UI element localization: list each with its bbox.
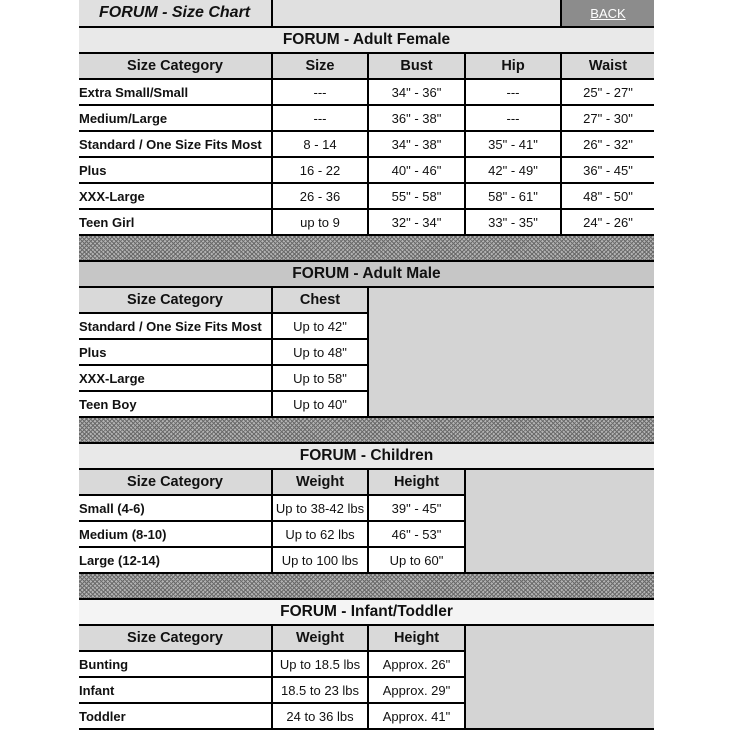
table-cell: 42" - 49" (466, 158, 562, 182)
children-section-title: FORUM - Children (79, 444, 654, 468)
children-column-headers (79, 470, 466, 496)
table-row (79, 548, 466, 574)
children-table-columns (79, 470, 466, 574)
empty-gray-area (466, 470, 654, 574)
female-section-header (79, 28, 654, 54)
table-cell: 48" - 50" (583, 188, 633, 204)
table-cell: Up to 100 lbs (273, 548, 369, 572)
table-row (79, 496, 466, 522)
column-header: Size Category (79, 470, 273, 494)
column-header: Size Category (79, 54, 273, 78)
infant-section-title: FORUM - Infant/Toddler (79, 600, 654, 624)
table-row (79, 106, 654, 132)
size-category: Infant (79, 678, 273, 702)
section-divider (79, 418, 654, 444)
column-header: Height (369, 470, 466, 494)
table-cell: Approx. 41" (369, 704, 466, 728)
section-divider (79, 236, 654, 262)
table-cell: Up to 42" (273, 314, 369, 338)
table-cell: 16 - 22 (273, 158, 369, 182)
table-cell: 26" - 32" (583, 136, 633, 152)
table-row (79, 366, 369, 392)
column-header: Size Category (79, 288, 273, 312)
table-cell: 18.5 to 23 lbs (273, 678, 369, 702)
table-row (79, 210, 654, 236)
male-table (79, 288, 654, 418)
size-category: Bunting (79, 652, 273, 676)
back-link[interactable]: BACK (562, 0, 654, 26)
table-row (79, 80, 654, 106)
column-header: Hip (466, 54, 562, 78)
table-cell: 27" - 30" (583, 110, 633, 126)
size-category: XXX-Large (79, 366, 273, 390)
table-cell: Approx. 29" (369, 678, 466, 702)
table-row (79, 392, 369, 418)
table-cell: Up to 60" (369, 548, 466, 572)
size-category: Medium/Large (79, 106, 273, 130)
table-row (79, 158, 654, 184)
size-category: XXX-Large (79, 184, 273, 208)
empty-gray-area (369, 288, 654, 418)
table-cell: 35" - 41" (466, 132, 562, 156)
table-cell: Up to 48" (273, 340, 369, 364)
size-category: Extra Small/Small (79, 80, 273, 104)
size-category: Medium (8-10) (79, 522, 273, 546)
infant-column-headers (79, 626, 466, 652)
table-cell: 46" - 53" (369, 522, 466, 546)
table-row (79, 314, 369, 340)
table-cell: Up to 18.5 lbs (273, 652, 369, 676)
table-cell: 40" - 46" (369, 158, 466, 182)
table-row (79, 678, 466, 704)
male-section-header (79, 262, 654, 288)
table-row (79, 132, 654, 158)
infant-table (79, 626, 654, 730)
section-divider (79, 574, 654, 600)
table-cell: 25" - 27" (583, 84, 633, 100)
title-bar (79, 0, 654, 28)
table-cell: Approx. 26" (369, 652, 466, 676)
table-cell: 36" - 38" (369, 106, 466, 130)
page-title: FORUM - Size Chart (79, 0, 273, 26)
column-header: Waist (562, 54, 654, 78)
table-row (79, 704, 466, 730)
table-cell: Up to 40" (273, 392, 369, 416)
table-cell: up to 9 (273, 210, 369, 234)
table-cell: 33" - 35" (466, 210, 562, 234)
size-category: Toddler (79, 704, 273, 728)
table-cell: 24 to 36 lbs (273, 704, 369, 728)
infant-section-header (79, 600, 654, 626)
size-category: Large (12-14) (79, 548, 273, 572)
table-cell: --- (273, 106, 369, 130)
size-chart-sheet (79, 0, 654, 730)
table-row (79, 340, 369, 366)
size-category: Teen Girl (79, 210, 273, 234)
table-cell: Up to 58" (273, 366, 369, 390)
male-section-title: FORUM - Adult Male (79, 262, 654, 286)
children-section-header (79, 444, 654, 470)
male-table-columns (79, 288, 369, 418)
table-cell: --- (466, 106, 562, 130)
table-cell: 24" - 26" (583, 214, 633, 230)
size-category: Plus (79, 158, 273, 182)
female-column-headers (79, 54, 654, 80)
table-row (79, 184, 654, 210)
table-cell: 58" - 61" (466, 184, 562, 208)
table-cell: 34" - 38" (369, 132, 466, 156)
table-cell: 34" - 36" (369, 80, 466, 104)
table-cell: 36" - 45" (583, 162, 633, 178)
table-cell: --- (466, 80, 562, 104)
table-cell: 26 - 36 (273, 184, 369, 208)
table-cell: 8 - 14 (273, 132, 369, 156)
male-column-headers (79, 288, 369, 314)
column-header: Size (273, 54, 369, 78)
table-cell: --- (273, 80, 369, 104)
table-cell: 39" - 45" (369, 496, 466, 520)
children-table (79, 470, 654, 574)
column-header: Weight (273, 626, 369, 650)
table-cell: Up to 62 lbs (273, 522, 369, 546)
empty-gray-area (466, 626, 654, 730)
column-header: Weight (273, 470, 369, 494)
size-category: Standard / One Size Fits Most (79, 132, 273, 156)
column-header: Size Category (79, 626, 273, 650)
title-bar-spacer (273, 0, 562, 26)
table-row (79, 522, 466, 548)
table-row (79, 652, 466, 678)
column-header: Height (369, 626, 466, 650)
table-cell: 55" - 58" (369, 184, 466, 208)
column-header: Bust (369, 54, 466, 78)
infant-table-columns (79, 626, 466, 730)
size-category: Teen Boy (79, 392, 273, 416)
table-cell: 32" - 34" (369, 210, 466, 234)
size-category: Plus (79, 340, 273, 364)
size-category: Small (4-6) (79, 496, 273, 520)
size-category: Standard / One Size Fits Most (79, 314, 273, 338)
female-section-title: FORUM - Adult Female (79, 28, 654, 52)
column-header: Chest (273, 288, 369, 312)
table-cell: Up to 38-42 lbs (273, 496, 369, 520)
